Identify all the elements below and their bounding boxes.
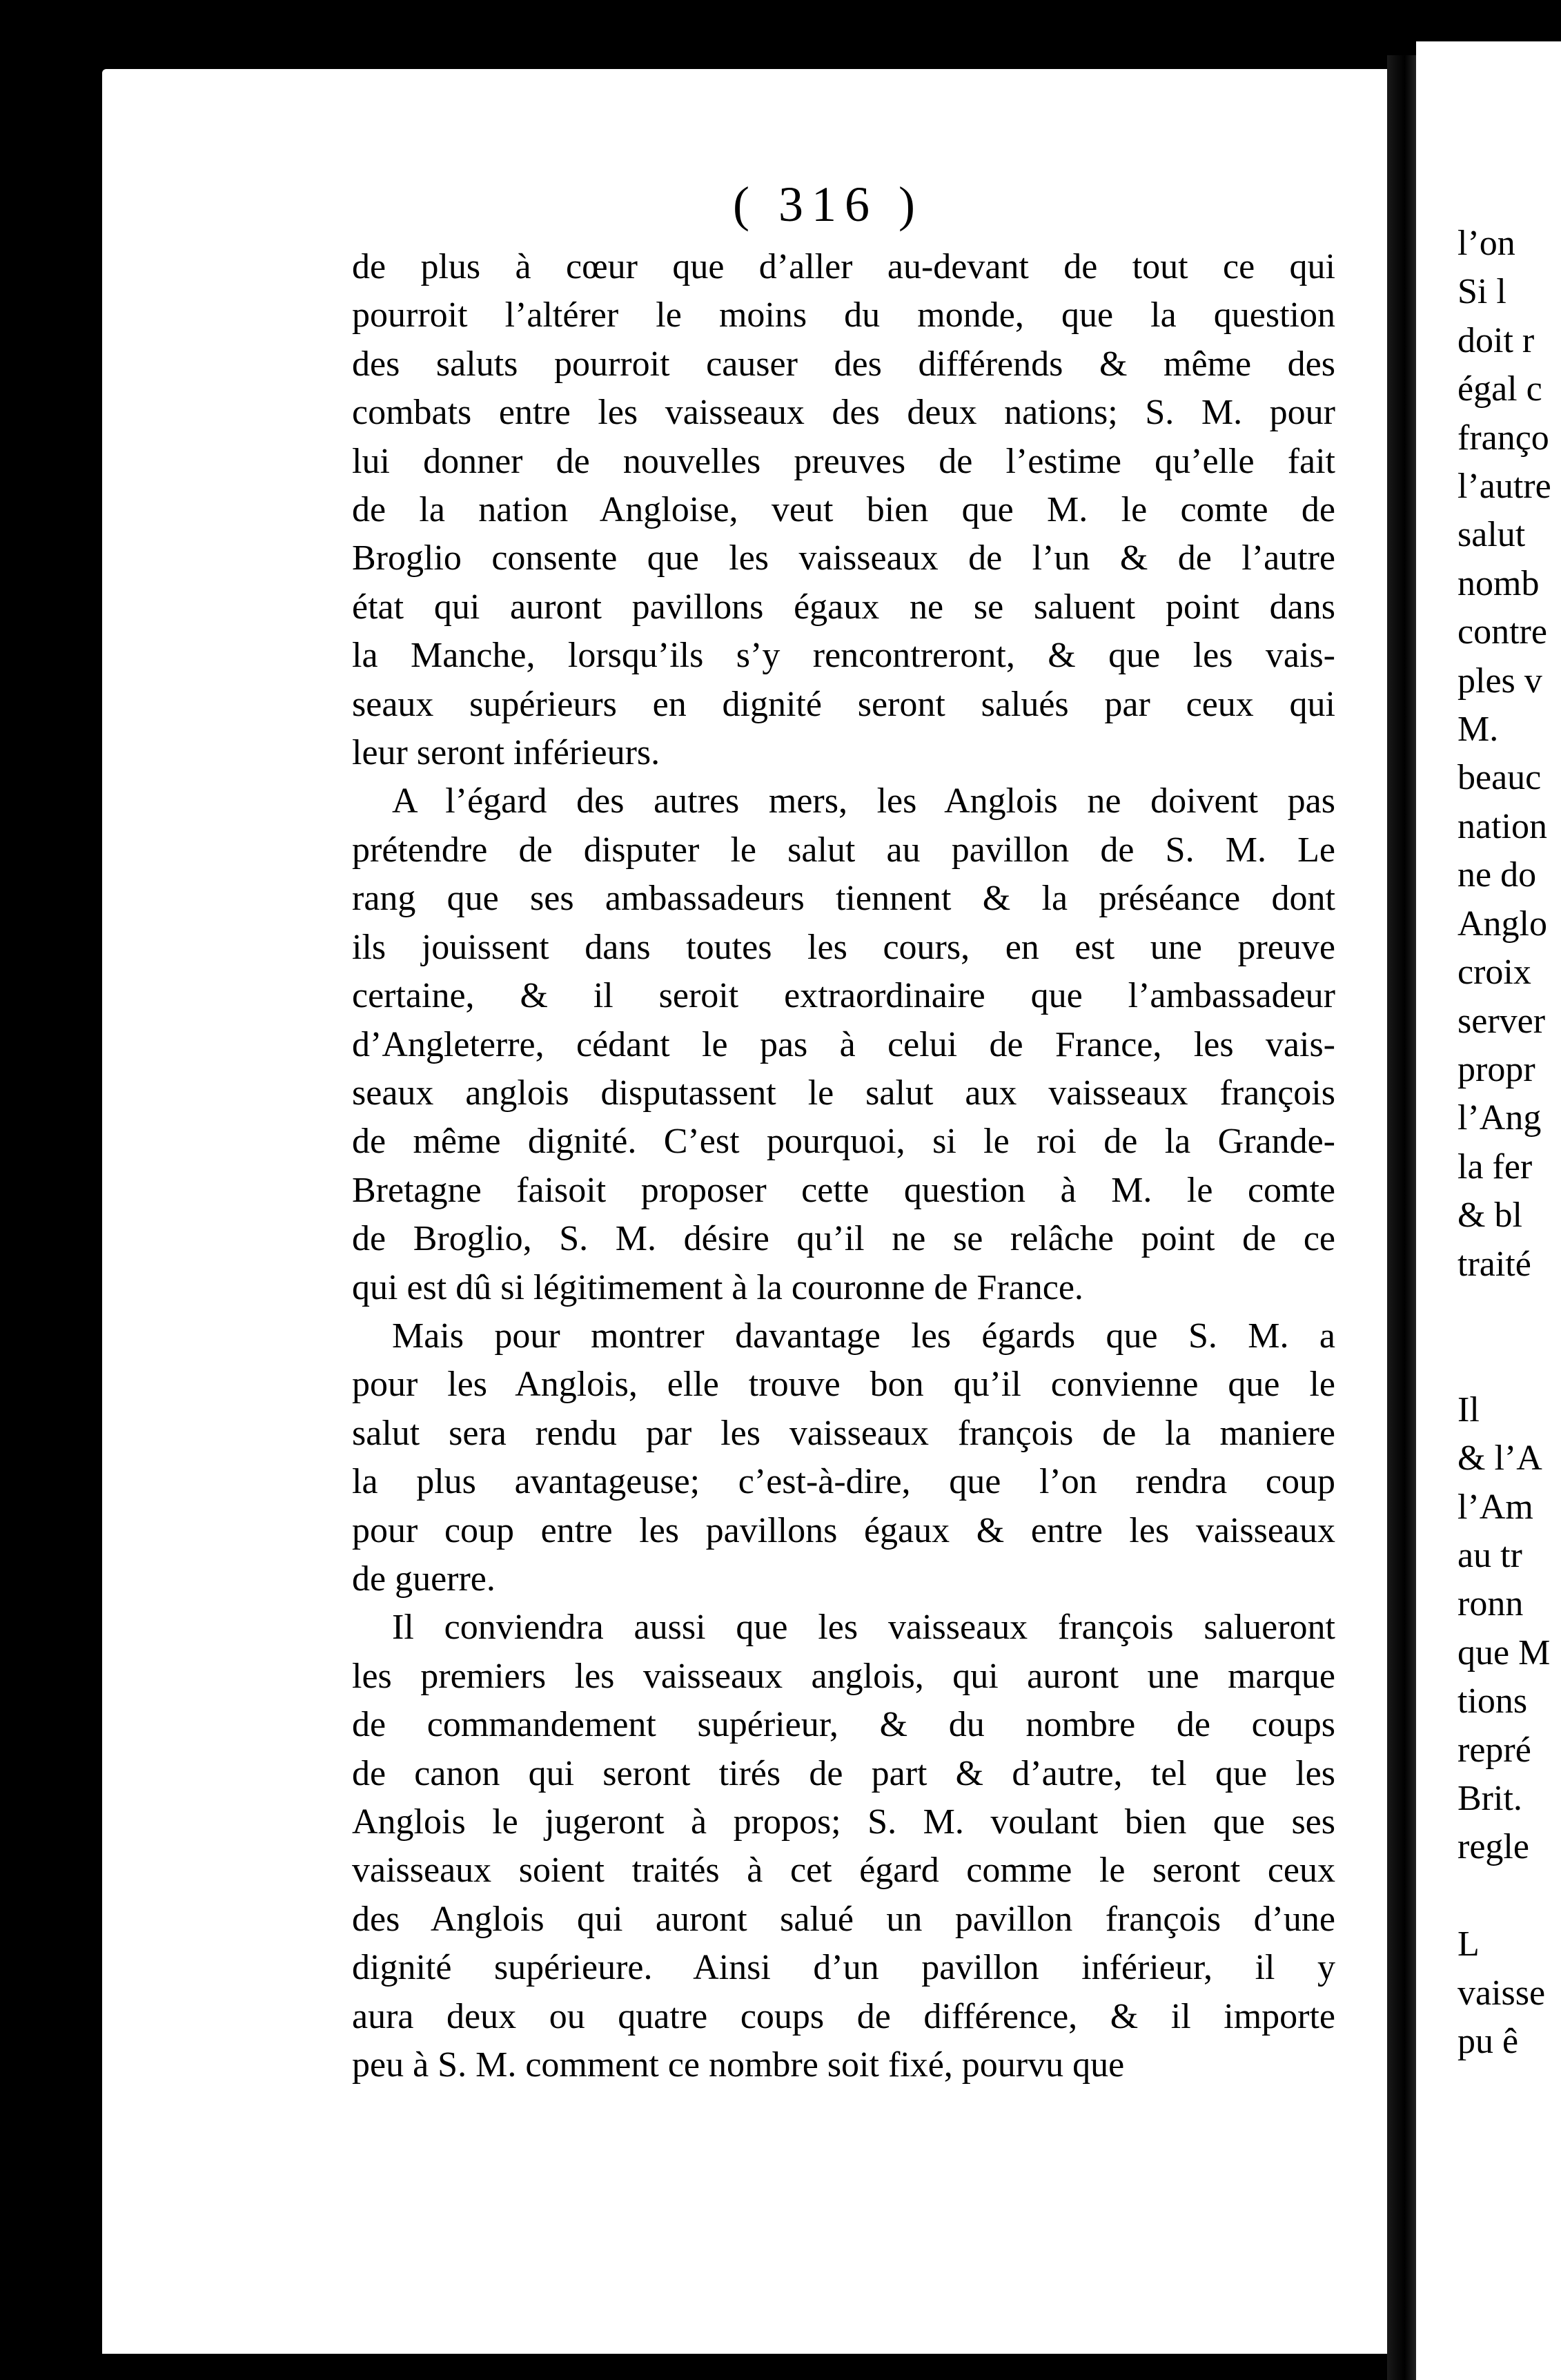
facing-text-line: pu ê xyxy=(1457,2022,1519,2062)
facing-text-line: l’Am xyxy=(1457,1487,1533,1527)
facing-text-line: la fer xyxy=(1457,1147,1533,1187)
page-number: ( 316 ) xyxy=(733,177,923,232)
text-line: qui est dû si légitimement à la couronne de France. xyxy=(352,1267,1083,1307)
text-line: Bretagne faisoit proposer cette question à M. le comte xyxy=(352,1170,1335,1210)
text-line: la plus avantageuse; c’est-à-dire, que l’on rendra coup xyxy=(352,1462,1335,1502)
text-line: leur seront inférieurs. xyxy=(352,733,660,773)
text-line: des saluts pourroit causer des différends & même des xyxy=(352,344,1335,384)
text-line: de même dignité. C’est pourquoi, si le roi de la Grande- xyxy=(352,1122,1335,1162)
text-line: prétendre de disputer le salut au pavillon de S. M. Le xyxy=(352,830,1335,870)
facing-text-line: Brit. xyxy=(1457,1779,1522,1818)
text-line: seaux supérieurs en dignité seront salués par ceux qui xyxy=(352,684,1335,724)
facing-text-line: nomb xyxy=(1457,563,1540,603)
text-line: Broglio consente que les vaisseaux de l’un & de l’autre xyxy=(352,538,1335,578)
facing-text-line: doit r xyxy=(1457,320,1535,360)
text-line: peu à S. M. comment ce nombre soit fixé, pourvu que xyxy=(352,2045,1125,2085)
facing-text-line xyxy=(1457,1337,1561,1385)
text-line: de Broglio, S. M. désire qu’il ne se relâche point de ce xyxy=(352,1219,1335,1259)
text-line: Anglois le jugeront à propos; S. M. voulant bien que ses xyxy=(352,1802,1335,1842)
facing-text-line: Il xyxy=(1457,1389,1480,1430)
text-line: dignité supérieure. Ainsi d’un pavillon inférieur, il y xyxy=(352,1948,1335,1988)
facing-text-line: L xyxy=(1457,1924,1480,1964)
facing-text-line: beauc xyxy=(1457,758,1542,798)
facing-text-line: égal c xyxy=(1457,369,1542,409)
text-line: pourroit l’altérer le moins du monde, que la question xyxy=(352,295,1335,335)
facing-text-line: ronn xyxy=(1457,1584,1524,1624)
text-line: de la nation Angloise, veut bien que M. le comte de xyxy=(352,490,1335,530)
text-line: des Anglois qui auront salué un pavillon françois d’une xyxy=(352,1899,1335,1939)
text-line: de guerre. xyxy=(352,1559,495,1599)
text-line: salut sera rendu par les vaisseaux françois de la maniere xyxy=(352,1413,1335,1453)
text-line: combats entre les vaisseaux des deux nations; S. M. pour xyxy=(352,393,1335,433)
paragraph xyxy=(352,1603,1335,2089)
text-line: état qui auront pavillons égaux ne se saluent point dans xyxy=(352,587,1335,627)
text-line: rang que ses ambassadeurs tiennent & la préséance dont xyxy=(352,879,1335,919)
paragraph xyxy=(352,243,1335,777)
text-line: ils jouissent dans toutes les cours, en est une preuve xyxy=(352,927,1335,967)
facing-text-line: server xyxy=(1457,1001,1546,1041)
facing-text-line xyxy=(1457,1872,1561,1920)
facing-text-line: ples v xyxy=(1457,661,1542,701)
facing-text-line: l’autre xyxy=(1457,467,1551,507)
text-line: Il conviendra aussi que les vaisseaux françois salueront xyxy=(392,1608,1335,1648)
paragraph xyxy=(352,1312,1335,1603)
paragraph xyxy=(352,777,1335,1311)
text-line: d’Angleterre, cédant le pas à celui de France, les vais- xyxy=(352,1024,1335,1064)
text-line: Mais pour montrer davantage les égards que S. M. a xyxy=(392,1316,1335,1356)
facing-text-line: & bl xyxy=(1457,1196,1522,1236)
text-line: lui donner de nouvelles preuves de l’estime qu’elle fait xyxy=(352,441,1335,481)
facing-text-line: & l’A xyxy=(1457,1438,1542,1479)
facing-text-line: l’Ang xyxy=(1457,1098,1542,1138)
facing-text-line: croix xyxy=(1457,953,1531,993)
text-line: A l’égard des autres mers, les Anglois ne doivent pas xyxy=(392,781,1335,821)
facing-text-line: repré xyxy=(1457,1730,1531,1770)
text-line: pour les Anglois, elle trouve bon qu’il convienne que le xyxy=(352,1365,1335,1405)
facing-text-line: que M xyxy=(1457,1632,1551,1672)
facing-text-line: propr xyxy=(1457,1049,1535,1089)
facing-text-line: Si l xyxy=(1457,272,1506,312)
facing-text-line: franço xyxy=(1457,418,1549,458)
text-line: vaisseaux soient traités à cet égard comme le seront ceux xyxy=(352,1851,1335,1891)
facing-text-line: salut xyxy=(1457,515,1526,555)
text-line: la Manche, lorsqu’ils s’y rencontreront, & que les vais- xyxy=(352,636,1335,676)
facing-text-line: au tr xyxy=(1457,1535,1522,1575)
facing-text-line: M. xyxy=(1457,710,1499,750)
text-line: pour coup entre les pavillons égaux & entre les vaisseaux xyxy=(352,1510,1335,1550)
facing-text-line: ne do xyxy=(1457,855,1537,895)
facing-page-text xyxy=(1457,220,1561,2066)
text-line: les premiers les vaisseaux anglois, qui auront une marque xyxy=(352,1656,1335,1696)
text-line: de canon qui seront tirés de part & d’autre, tel que les xyxy=(352,1753,1335,1793)
text-line: seaux anglois disputassent le salut aux vaisseaux françois xyxy=(352,1073,1335,1113)
facing-text-line: contre xyxy=(1457,612,1547,652)
facing-text-line: vaisse xyxy=(1457,1973,1546,2013)
page-body xyxy=(352,243,1335,2089)
facing-text-line xyxy=(1457,1289,1561,1337)
facing-text-line: Anglo xyxy=(1457,904,1547,944)
book-gutter xyxy=(1387,55,1416,2380)
facing-text-line: nation xyxy=(1457,806,1547,846)
text-line: de commandement supérieur, & du nombre de coups xyxy=(352,1705,1335,1745)
facing-text-line: tions xyxy=(1457,1681,1528,1721)
text-line: de plus à cœur que d’aller au-devant de tout ce qui xyxy=(352,247,1335,286)
facing-text-line: traité xyxy=(1457,1244,1531,1284)
facing-text-line: l’on xyxy=(1457,224,1515,263)
text-line: certaine, & il seroit extraordinaire que l’ambassadeur xyxy=(352,976,1335,1016)
text-line: aura deux ou quatre coups de différence, & il importe xyxy=(352,1996,1335,2036)
facing-text-line: regle xyxy=(1457,1827,1529,1867)
